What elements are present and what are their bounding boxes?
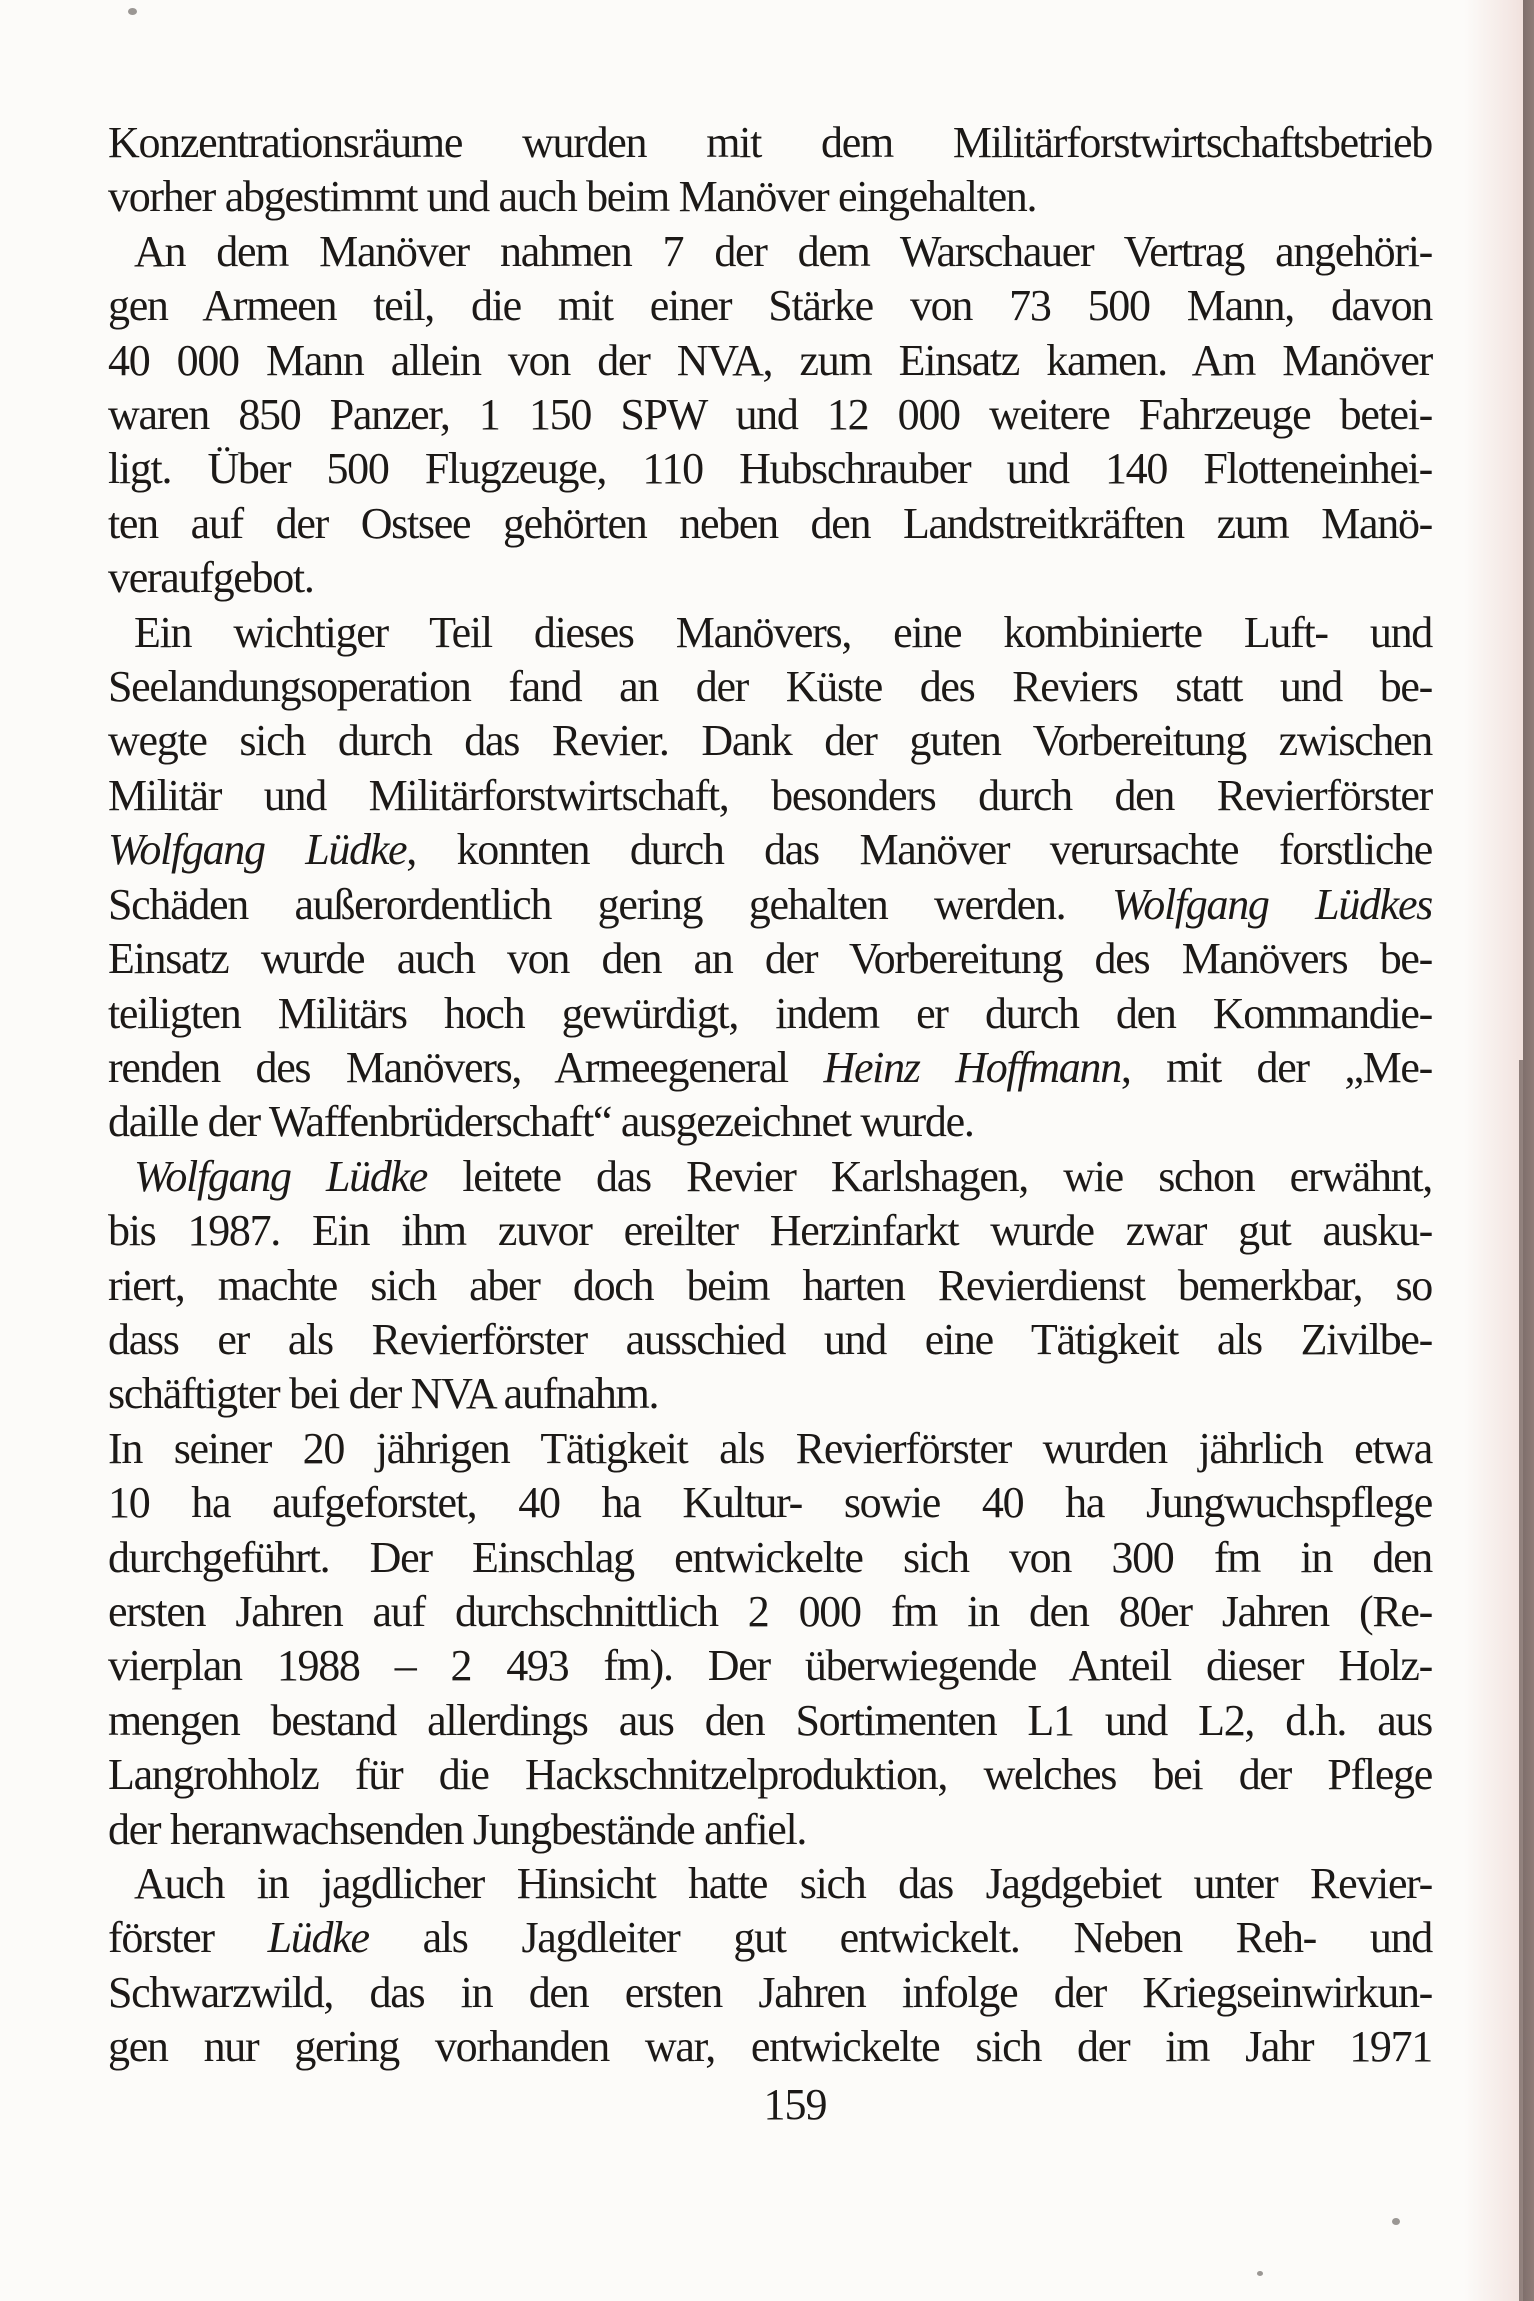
text-line — [108, 1531, 1432, 1585]
text-segment: durchgeführt. Der Einschlag entwickelte sich von 300 fm in den — [108, 1532, 1432, 1582]
italic-text-segment: Wolfgang Lüdkes — [1111, 879, 1433, 929]
text-segment: Militär und Militärforstwirtschaft, besonders durch den Revierförster — [108, 770, 1432, 820]
text-line — [108, 606, 1432, 660]
text-line — [108, 1041, 1432, 1095]
text-line — [108, 1204, 1432, 1258]
text-segment: daille der Waffenbrüderschaft“ ausgezeichnet wurde. — [108, 1097, 974, 1147]
italic-text-segment: Heinz Hoffmann — [823, 1042, 1121, 1092]
text-line — [108, 279, 1432, 333]
text-segment: mengen bestand allerdings aus den Sortimenten L1 und L2, d.h. aus — [108, 1695, 1432, 1745]
text-line — [108, 1911, 1432, 1965]
text-line — [108, 388, 1432, 442]
scan-edge-bar — [1523, 0, 1534, 2301]
text-line — [108, 932, 1432, 986]
text-line — [108, 497, 1432, 551]
text-line — [108, 1422, 1432, 1476]
paper-speck — [128, 8, 137, 15]
text-segment: veraufgebot. — [108, 553, 314, 603]
text-line — [108, 1367, 1432, 1421]
text-line — [108, 1803, 1432, 1857]
text-line — [108, 1259, 1432, 1313]
text-line — [108, 116, 1432, 170]
text-segment: Schäden außerordentlich gering gehalten werden. — [108, 879, 1112, 929]
text-segment: der heranwachsenden Jungbestände anfiel. — [108, 1804, 807, 1854]
paper-speck — [1392, 2218, 1400, 2225]
text-line — [108, 225, 1432, 279]
text-segment: Seelandungsoperation fand an der Küste des Reviers statt und be- — [108, 662, 1432, 712]
text-segment: waren 850 Panzer, 1 150 SPW und 12 000 weitere Fahrzeuge betei- — [108, 390, 1432, 440]
text-line — [108, 1313, 1432, 1367]
text-line — [108, 1150, 1432, 1204]
text-line — [108, 1639, 1432, 1693]
text-segment: Schwarzwild, das in den ersten Jahren infolge der Kriegseinwirkun- — [108, 1967, 1432, 2017]
text-segment: leitete das Revier Karlshagen, wie schon erwähnt, — [427, 1151, 1432, 1201]
paper-speck — [1257, 2271, 1263, 2276]
text-line — [108, 334, 1432, 388]
text-line — [108, 1857, 1432, 1911]
italic-text-segment: Wolfgang Lüdke — [108, 825, 407, 875]
page-number: 159 — [763, 2080, 827, 2129]
text-line — [108, 1585, 1432, 1639]
text-line — [108, 1748, 1432, 1802]
italic-text-segment: Wolfgang Lüdke — [134, 1151, 428, 1201]
text-line — [108, 878, 1432, 932]
text-segment: Ein wichtiger Teil dieses Manövers, eine kombinierte Luft- und — [134, 607, 1432, 657]
text-segment: Konzentrationsräume wurden mit dem Militärforstwirtschaftsbetrieb — [108, 118, 1432, 167]
text-line — [108, 551, 1432, 605]
text-line — [108, 1694, 1432, 1748]
text-segment: gen nur gering vorhanden war, entwickelte sich der im Jahr 1971 — [108, 2022, 1432, 2072]
text-segment: als Jagdleiter gut entwickelt. Neben Reh- und — [368, 1913, 1433, 1963]
text-segment: Langrohholz für die Hackschnitzelproduktion, welches bei der Pflege — [108, 1750, 1432, 1800]
text-segment: förster — [108, 1913, 268, 1963]
text-line — [108, 769, 1432, 823]
text-segment: ligt. Über 500 Flugzeuge, 110 Hubschrauber und 140 Flotteneinhei- — [108, 444, 1432, 494]
text-segment: 40 000 Mann allein von der NVA, zum Einsatz kamen. Am Manöver — [108, 335, 1432, 385]
text-segment: bis 1987. Ein ihm zuvor ereilter Herzinfarkt wurde zwar gut ausku- — [108, 1206, 1432, 1256]
text-line — [108, 170, 1432, 224]
text-segment: gen Armeen teil, die mit einer Stärke von 73 500 Mann, davon — [108, 281, 1432, 331]
text-segment: schäftigter bei der NVA aufnahm. — [108, 1369, 659, 1419]
text-line — [108, 1476, 1432, 1530]
text-line — [108, 823, 1432, 877]
text-block — [108, 116, 1432, 2075]
text-segment: dass er als Revierförster ausschied und eine Tätigkeit als Zivilbe- — [108, 1314, 1432, 1364]
text-segment: Auch in jagdlicher Hinsicht hatte sich das Jagdgebiet unter Revier- — [134, 1859, 1432, 1908]
text-segment: An dem Manöver nahmen 7 der dem Warschauer Vertrag angehöri- — [134, 226, 1432, 276]
text-segment: renden des Manövers, Armeegeneral — [108, 1042, 824, 1092]
text-segment: ten auf der Ostsee gehörten neben den Landstreitkräften zum Manö- — [108, 498, 1432, 548]
text-line — [108, 660, 1432, 714]
text-segment: Einsatz wurde auch von den an der Vorbereitung des Manövers be- — [108, 934, 1432, 984]
text-line — [108, 442, 1432, 496]
text-line — [108, 1095, 1432, 1149]
text-segment: vierplan 1988 – 2 493 fm). Der überwiegende Anteil dieser Holz- — [108, 1641, 1432, 1691]
text-segment: In seiner 20 jährigen Tätigkeit als Revierförster wurden jährlich etwa — [108, 1423, 1432, 1473]
text-segment: , konnten durch das Manöver verursachte forstliche — [406, 825, 1432, 875]
text-line — [108, 1966, 1432, 2020]
text-line — [108, 714, 1432, 768]
italic-text-segment: Lüdke — [267, 1913, 369, 1963]
text-segment: 10 ha aufgeforstet, 40 ha Kultur- sowie 40 ha Jungwuchspflege — [108, 1478, 1432, 1528]
text-segment: , mit der „Me- — [1120, 1042, 1433, 1092]
text-segment: ersten Jahren auf durchschnittlich 2 000 fm in den 80er Jahren (Re- — [108, 1586, 1432, 1636]
text-segment: vorher abgestimmt und auch beim Manöver eingehalten. — [108, 172, 1037, 222]
text-line — [108, 987, 1432, 1041]
text-line — [108, 2020, 1432, 2074]
text-segment: wegte sich durch das Revier. Dank der guten Vorbereitung zwischen — [108, 716, 1432, 766]
text-segment: riert, machte sich aber doch beim harten Revierdienst bemerkbar, so — [108, 1260, 1432, 1310]
text-segment: teiligten Militärs hoch gewürdigt, indem er durch den Kommandie- — [108, 988, 1432, 1038]
